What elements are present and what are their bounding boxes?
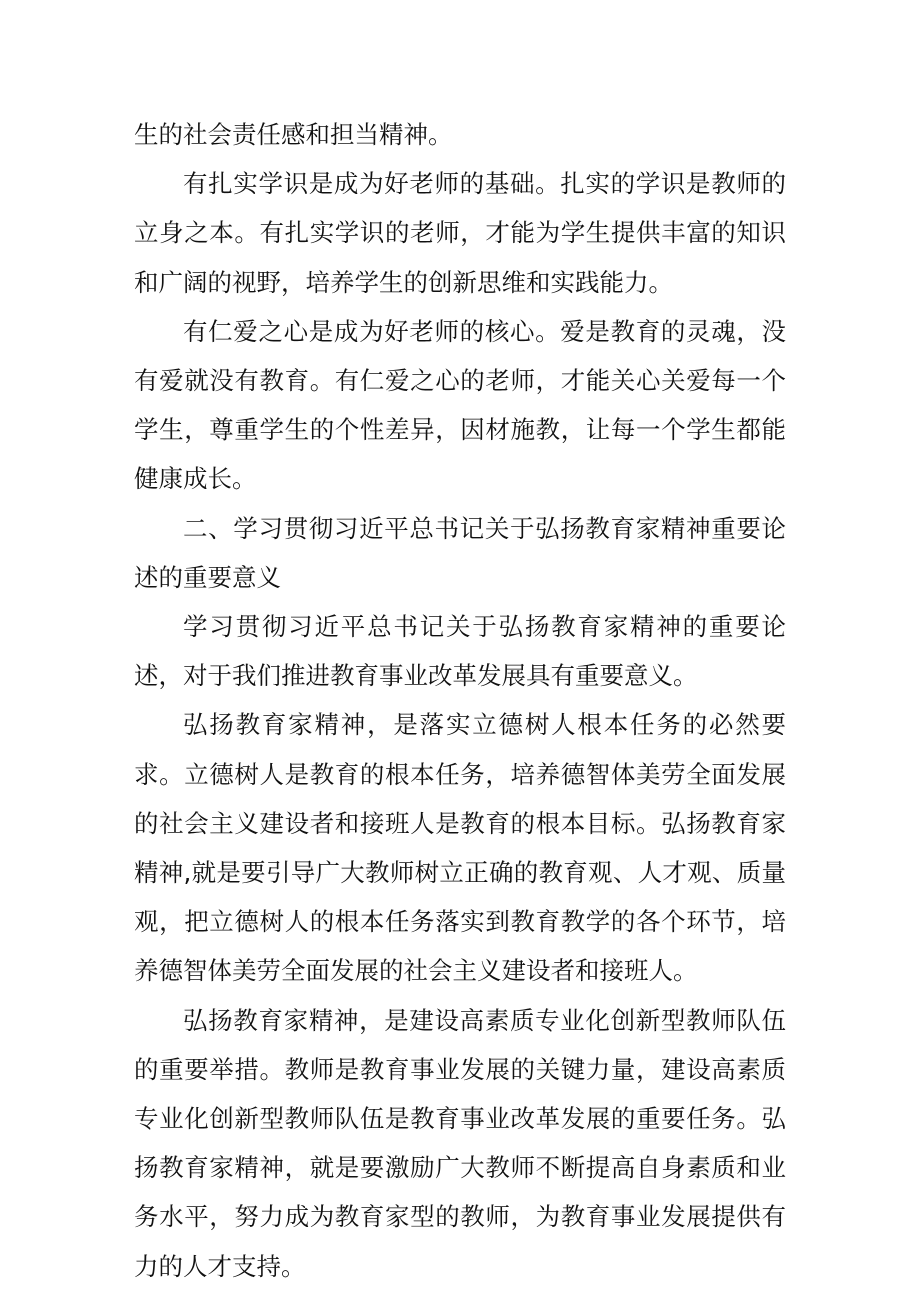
paragraph-continuation: 生的社会责任感和担当精神。 bbox=[134, 120, 453, 149]
paragraph-intro: 学习贯彻习近平总书记关于弘扬教育家精神的重要论述，对于我们推进教育事业改革发展具有重要意义。 bbox=[134, 612, 786, 691]
paragraph-moral-education: 弘扬教育家精神，是落实立德树人根本任务的必然要求。立德树人是教育的根本任务，培养德智体美劳全面发展的社会主义建设者和接班人是教育的根本目标。弘扬教育家精神,就是要引导广大教师树立正确的教育观、人才观、质量观，把立德树人的根本任务落实到教育教学的各个环节，培养德智体美劳全面发展的社会主义建设者和接班人。 bbox=[134, 710, 786, 986]
paragraph-teacher-team: 弘扬教育家精神，是建设高素质专业化创新型教师队伍的重要举措。教师是教育事业发展的关键力量，建设高素质专业化创新型教师队伍是教育事业改革发展的重要任务。弘扬教育家精神，就是要激励广大教师不断提高自身素质和业务水平，努力成为教育家型的教师，为教育事业发展提供有力的人才支持。 bbox=[134, 1005, 786, 1281]
paragraph-knowledge: 有扎实学识是成为好老师的基础。扎实的学识是教师的立身之本。有扎实学识的老师，才能为学生提供丰富的知识和广阔的视野，培养学生的创新思维和实践能力。 bbox=[134, 169, 786, 297]
document-body bbox=[134, 110, 786, 1291]
paragraph-benevolence: 有仁爱之心是成为好老师的核心。爱是教育的灵魂，没有爱就没有教育。有仁爱之心的老师，才能关心关爱每一个学生，尊重学生的个性差异，因材施教，让每一个学生都能健康成长。 bbox=[134, 316, 786, 494]
section-heading: 二、学习贯彻习近平总书记关于弘扬教育家精神重要论述的重要意义 bbox=[134, 513, 786, 592]
